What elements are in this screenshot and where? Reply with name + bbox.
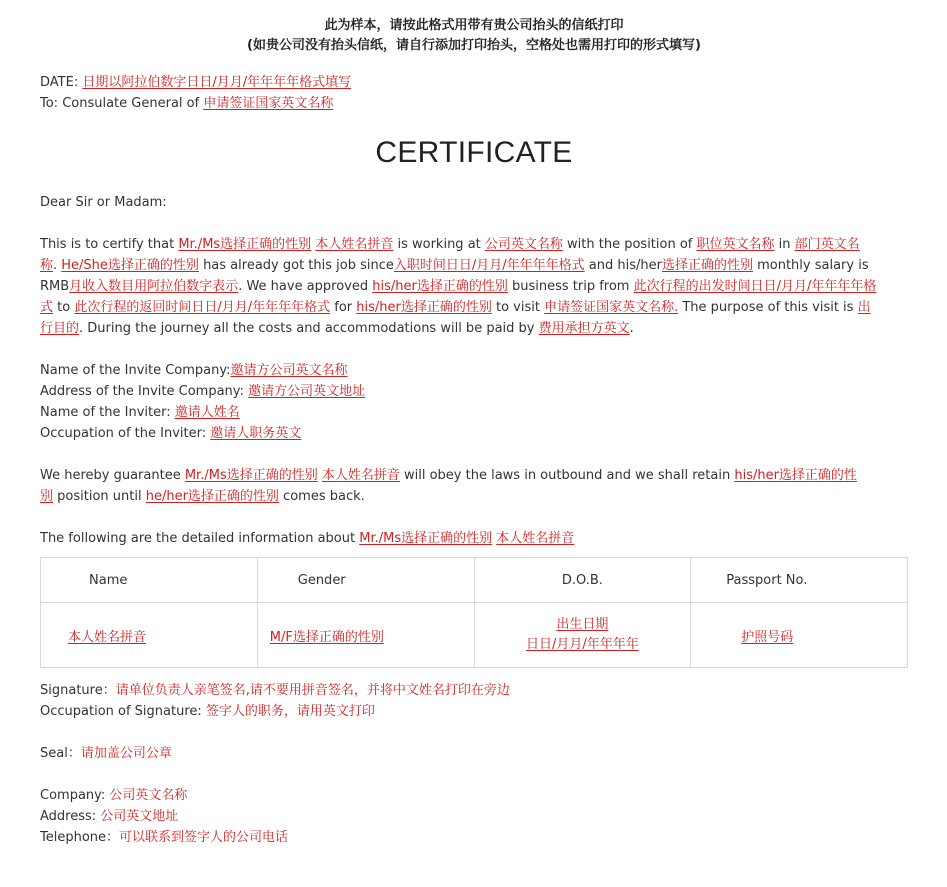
body-text: business trip from (507, 279, 634, 294)
body-text: in (774, 237, 795, 252)
company-label: Company: (40, 788, 110, 803)
name-pinyin-field: 本人姓名拼音 (321, 468, 400, 483)
salutation: Dear Sir or Madam: (40, 195, 167, 210)
signature-label: Signature： (40, 683, 116, 698)
inviter-occupation-label: Occupation of the Inviter: (40, 426, 211, 441)
position-field: 职位英文名称 (696, 237, 775, 252)
table-header-row (41, 558, 908, 603)
header-name: Name (41, 558, 258, 603)
print-notice (40, 16, 908, 56)
seal-field: 请加盖公司公章 (80, 746, 172, 761)
body-text: to (53, 300, 75, 315)
destination-field: 申请签证国家英文名称. (544, 300, 679, 315)
pronoun-field: 别 (40, 489, 54, 504)
signature-section (40, 680, 908, 764)
to-line (40, 93, 908, 114)
invite-address-label: Address of the Invite Company: (40, 384, 249, 399)
address-label: Address: (40, 809, 101, 824)
inviter-name-field: 邀请人姓名 (174, 405, 240, 420)
hire-date-field: 入职时间日日/月月/年年年年格式 (393, 258, 585, 273)
notice-line-2: (如贵公司没有抬头信纸，请自行添加打印抬头，空格处也需用打印的形式填写) (247, 38, 701, 53)
payer-field: 费用承担方英文 (538, 321, 630, 336)
telephone-field: 可以联系到签字人的公司电话 (119, 830, 289, 845)
address-field: 公司英文地址 (100, 809, 179, 824)
applicant-info-table (40, 557, 908, 668)
name-pinyin-field: 本人姓名拼音 (496, 531, 575, 546)
department-field: 部门英文名 (794, 237, 860, 252)
pronoun-field: his/her选择正确的性 (734, 468, 857, 483)
title-field: Mr./Ms选择正确的性别 (184, 468, 318, 483)
body-text: to visit (491, 300, 545, 315)
telephone-label: Telephone： (40, 830, 120, 845)
body-text: . During the journey all the costs and accommodations will be paid by (79, 321, 539, 336)
body-text: We hereby guarantee (40, 468, 185, 483)
pronoun-field: his/her选择正确的性别 (356, 300, 492, 315)
department-field: 称 (40, 258, 54, 273)
signature-field: 请单位负责人亲笔签名,请不要用拼音签名，并将中文姓名打印在旁边 (115, 683, 510, 698)
notice-line-1: 此为样本，请按此格式用带有贵公司抬头的信纸打印 (324, 18, 624, 33)
purpose-field: 行目的 (40, 321, 80, 336)
body-text: . (629, 321, 634, 336)
name-pinyin-field: 本人姓名拼音 (68, 629, 147, 645)
company-field: 公司英文名称 (109, 788, 188, 803)
cell-dob (474, 603, 691, 668)
salary-field: 月收入数目用阿拉伯数字表示 (69, 279, 239, 294)
certificate-document (40, 0, 908, 848)
body-text: will obey the laws in outbound and we shall retain (399, 468, 735, 483)
company-name-field: 公司英文名称 (484, 237, 563, 252)
pronoun-field: his/her选择正确的性别 (372, 279, 508, 294)
document-title: CERTIFICATE (375, 136, 573, 169)
date-field: 日期以阿拉伯数字日日/月月/年年年年格式填写 (82, 75, 352, 90)
body-text: is working at (393, 237, 485, 252)
date-label: DATE: (40, 75, 83, 90)
gender-field: M/F选择正确的性别 (269, 629, 384, 645)
invite-section (40, 360, 908, 444)
body-text: position until (53, 489, 146, 504)
passport-field: 护照号码 (741, 629, 794, 645)
gender-field: 选择正确的性别 (661, 258, 753, 273)
body-text: The purpose of this visit is (678, 300, 858, 315)
to-label: To: Consulate General of (40, 96, 204, 111)
cell-passport (691, 603, 908, 668)
body-text: . We have approved (238, 279, 373, 294)
departure-date-field: 此次行程的出发时间日日/月月/年年年年格 (633, 279, 877, 294)
invite-address-field: 邀请方公司英文地址 (248, 384, 366, 399)
detail-intro (40, 528, 908, 549)
body-paragraph (40, 234, 908, 339)
pronoun-field: he/her选择正确的性别 (145, 489, 279, 504)
inviter-name-label: Name of the Inviter: (40, 405, 175, 420)
departure-date-field: 式 (40, 300, 54, 315)
consulate-field: 申请签证国家英文名称 (203, 96, 334, 111)
body-text: for (330, 300, 357, 315)
table-row (41, 603, 908, 668)
return-date-field: 此次行程的返回时间日日/月月/年年年年格式 (74, 300, 331, 315)
body-text: The following are the detailed information about (40, 531, 360, 546)
signature-occupation-field: 签字人的职务，请用英文打印 (205, 704, 375, 719)
cell-name (41, 603, 258, 668)
signature-occupation-label: Occupation of Signature: (40, 704, 206, 719)
body-text: comes back. (278, 489, 365, 504)
date-line (40, 72, 908, 93)
body-text: and his/her (584, 258, 662, 273)
inviter-occupation-field: 邀请人职务英文 (210, 426, 302, 441)
body-text: This is to certify that (40, 237, 179, 252)
guarantee-paragraph (40, 465, 908, 507)
title-field: Mr./Ms选择正确的性别 (359, 531, 493, 546)
body-text: has already got this job since (198, 258, 394, 273)
invite-company-label: Name of the Invite Company: (40, 363, 231, 378)
purpose-field: 出 (857, 300, 871, 315)
body-text: . (53, 258, 62, 273)
body-text: RMB (40, 279, 70, 294)
cell-gender (257, 603, 474, 668)
header-passport: Passport No. (691, 558, 908, 603)
company-section (40, 785, 908, 848)
dob-field: 出生日期 (556, 617, 609, 632)
invite-company-field: 邀请方公司英文名称 (230, 363, 348, 378)
seal-label: Seal： (40, 746, 81, 761)
body-text: with the position of (562, 237, 697, 252)
title-field: Mr./Ms选择正确的性别 (178, 237, 312, 252)
header-dob: D.O.B. (474, 558, 691, 603)
body-text: monthly salary is (752, 258, 869, 273)
name-pinyin-field: 本人姓名拼音 (315, 237, 394, 252)
pronoun-field: He/She选择正确的性别 (61, 258, 199, 273)
header-gender: Gender (257, 558, 474, 603)
dob-format-field: 日日/月月/年年年年 (525, 637, 639, 652)
